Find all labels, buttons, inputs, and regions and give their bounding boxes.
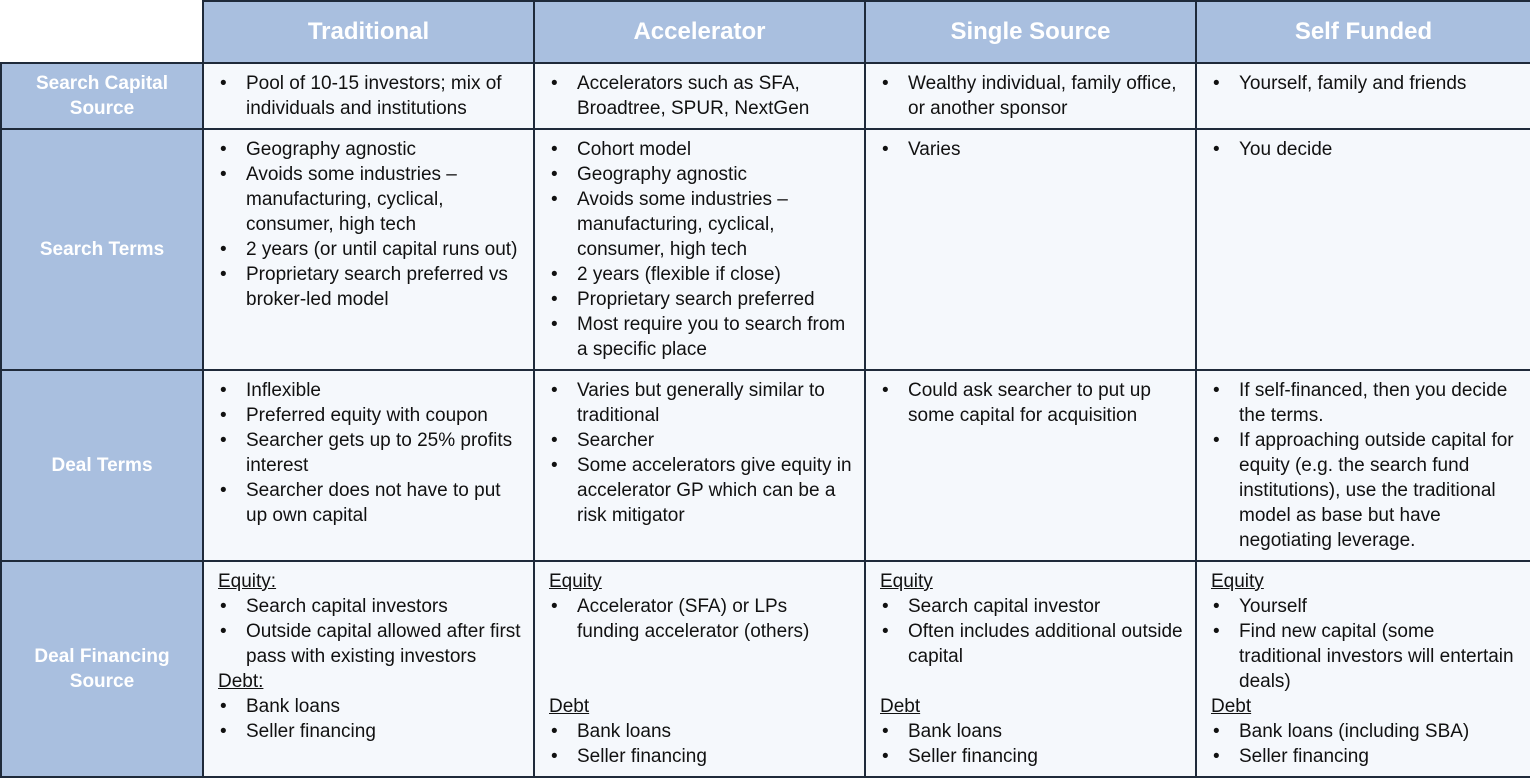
bullet-item: • Bank loans (including SBA) [1211, 719, 1520, 744]
row-search-capital-source [1, 63, 1530, 128]
bullet-item: • If approaching outside capital for equity (e.g. the search fund institutions), use the traditional model as base but have negotiating leverage. [1211, 428, 1520, 553]
col-header-single-source: Single Source [865, 1, 1196, 63]
col-header-accelerator: Accelerator [534, 1, 865, 63]
bullet-item: • 2 years (or until capital runs out) [218, 237, 523, 262]
cell-self-funded [1196, 370, 1530, 561]
bullet-list [1211, 71, 1520, 96]
debt-list [549, 719, 854, 769]
debt-subheading: Debt [1211, 695, 1252, 717]
equity-subheading: Equity: [218, 570, 277, 592]
row-header-deal-financing-source [1, 561, 203, 777]
cell-traditional [203, 561, 534, 777]
row-header-search-terms [1, 129, 203, 370]
bullet-item: • Proprietary search preferred vs broker-led model [218, 262, 523, 312]
cell-accelerator [534, 63, 865, 128]
bullet-item: • Wealthy individual, family office, or another sponsor [880, 71, 1185, 121]
cell-traditional [203, 63, 534, 128]
cell-traditional [203, 370, 534, 561]
bullet-item: • Outside capital allowed after first pass with existing investors [218, 619, 523, 669]
row-header-line: Source [69, 670, 135, 692]
equity-list [1211, 594, 1520, 694]
cell-self-funded [1196, 561, 1530, 777]
bullet-item: • Accelerators such as SFA, Broadtree, SPUR, NextGen [549, 71, 854, 121]
bullet-item: • Avoids some industries – manufacturing, cyclical, consumer, high tech [218, 162, 523, 237]
bullet-list [880, 137, 1185, 162]
debt-subheading: Debt [880, 695, 921, 717]
bullet-item: • Some accelerators give equity in accelerator GP which can be a risk mitigator [549, 453, 854, 528]
bullet-item: • Most require you to search from a specific place [549, 312, 854, 362]
bullet-item: • Often includes additional outside capital [880, 619, 1185, 669]
bullet-item: • Searcher [549, 428, 854, 453]
row-deal-terms [1, 370, 1530, 561]
row-search-terms [1, 129, 1530, 370]
bullet-list [1211, 137, 1520, 162]
bullet-item: • Searcher gets up to 25% profits interest [218, 428, 523, 478]
bullet-item: • Cohort model [549, 137, 854, 162]
bullet-item: • Bank loans [880, 719, 1185, 744]
bullet-item: • Avoids some industries – manufacturing, cyclical, consumer, high tech [549, 187, 854, 262]
bullet-item: • 2 years (flexible if close) [549, 262, 854, 287]
row-deal-financing-source [1, 561, 1530, 777]
debt-list [880, 719, 1185, 769]
row-header-line: Deal Terms [51, 454, 153, 476]
debt-subheading: Debt: [218, 670, 264, 692]
bullet-item: • Geography agnostic [549, 162, 854, 187]
bullet-item: • Preferred equity with coupon [218, 403, 523, 428]
cell-traditional [203, 129, 534, 370]
bullet-item: • Search capital investor [880, 594, 1185, 619]
row-header-line: Source [69, 97, 135, 119]
bullet-item: • Searcher does not have to put up own capital [218, 478, 523, 528]
cell-accelerator [534, 129, 865, 370]
cell-accelerator [534, 561, 865, 777]
bullet-list [549, 137, 854, 362]
bullet-item: • Accelerator (SFA) or LPs funding accelerator (others) [549, 594, 854, 644]
bullet-item: • You decide [1211, 137, 1520, 162]
debt-list [218, 694, 523, 744]
bullet-list [549, 71, 854, 121]
bullet-item: • Varies [880, 137, 1185, 162]
bullet-item: • Pool of 10-15 investors; mix of individuals and institutions [218, 71, 523, 121]
col-header-traditional: Traditional [203, 1, 534, 63]
bullet-item: • Bank loans [549, 719, 854, 744]
bullet-item: • Yourself, family and friends [1211, 71, 1520, 96]
row-header-line: Deal Financing [34, 645, 170, 667]
bullet-item: • Geography agnostic [218, 137, 523, 162]
bullet-item: • Seller financing [549, 744, 854, 769]
equity-list [880, 594, 1185, 669]
col-header-self-funded: Self Funded [1196, 1, 1530, 63]
bullet-list [218, 378, 523, 528]
bullet-item: • Seller financing [1211, 744, 1520, 769]
row-header-line: Search Terms [39, 238, 165, 260]
row-header-deal-terms [1, 370, 203, 561]
bullet-list [880, 378, 1185, 428]
equity-subheading: Equity [1211, 570, 1264, 592]
equity-list [218, 594, 523, 669]
bullet-item: • Proprietary search preferred [549, 287, 854, 312]
bullet-item: • If self-financed, then you decide the terms. [1211, 378, 1520, 428]
cell-single-source [865, 63, 1196, 128]
bullet-item: • Inflexible [218, 378, 523, 403]
bullet-list [218, 137, 523, 312]
cell-single-source [865, 561, 1196, 777]
bullet-list [880, 71, 1185, 121]
bullet-item: • Find new capital (some traditional investors will entertain deals) [1211, 619, 1520, 694]
cell-accelerator [534, 370, 865, 561]
cell-self-funded [1196, 63, 1530, 128]
bullet-list [218, 71, 523, 121]
equity-subheading: Equity [880, 570, 933, 592]
row-header-search-capital-source [1, 63, 203, 128]
debt-subheading: Debt [549, 695, 590, 717]
bullet-list [1211, 378, 1520, 553]
bullet-item: • Yourself [1211, 594, 1520, 619]
bullet-item: • Varies but generally similar to traditional [549, 378, 854, 428]
cell-self-funded [1196, 129, 1530, 370]
bullet-item: • Seller financing [218, 719, 523, 744]
row-header-line: Search Capital [36, 72, 168, 94]
bullet-item: • Search capital investors [218, 594, 523, 619]
cell-single-source [865, 370, 1196, 561]
debt-list [1211, 719, 1520, 769]
bullet-item: • Could ask searcher to put up some capital for acquisition [880, 378, 1185, 428]
equity-subheading: Equity [549, 570, 602, 592]
bullet-item: • Bank loans [218, 694, 523, 719]
header-row [1, 1, 1530, 63]
cell-single-source [865, 129, 1196, 370]
equity-list [549, 594, 854, 644]
bullet-item: • Seller financing [880, 744, 1185, 769]
bullet-list [549, 378, 854, 528]
corner-cell [1, 1, 203, 63]
